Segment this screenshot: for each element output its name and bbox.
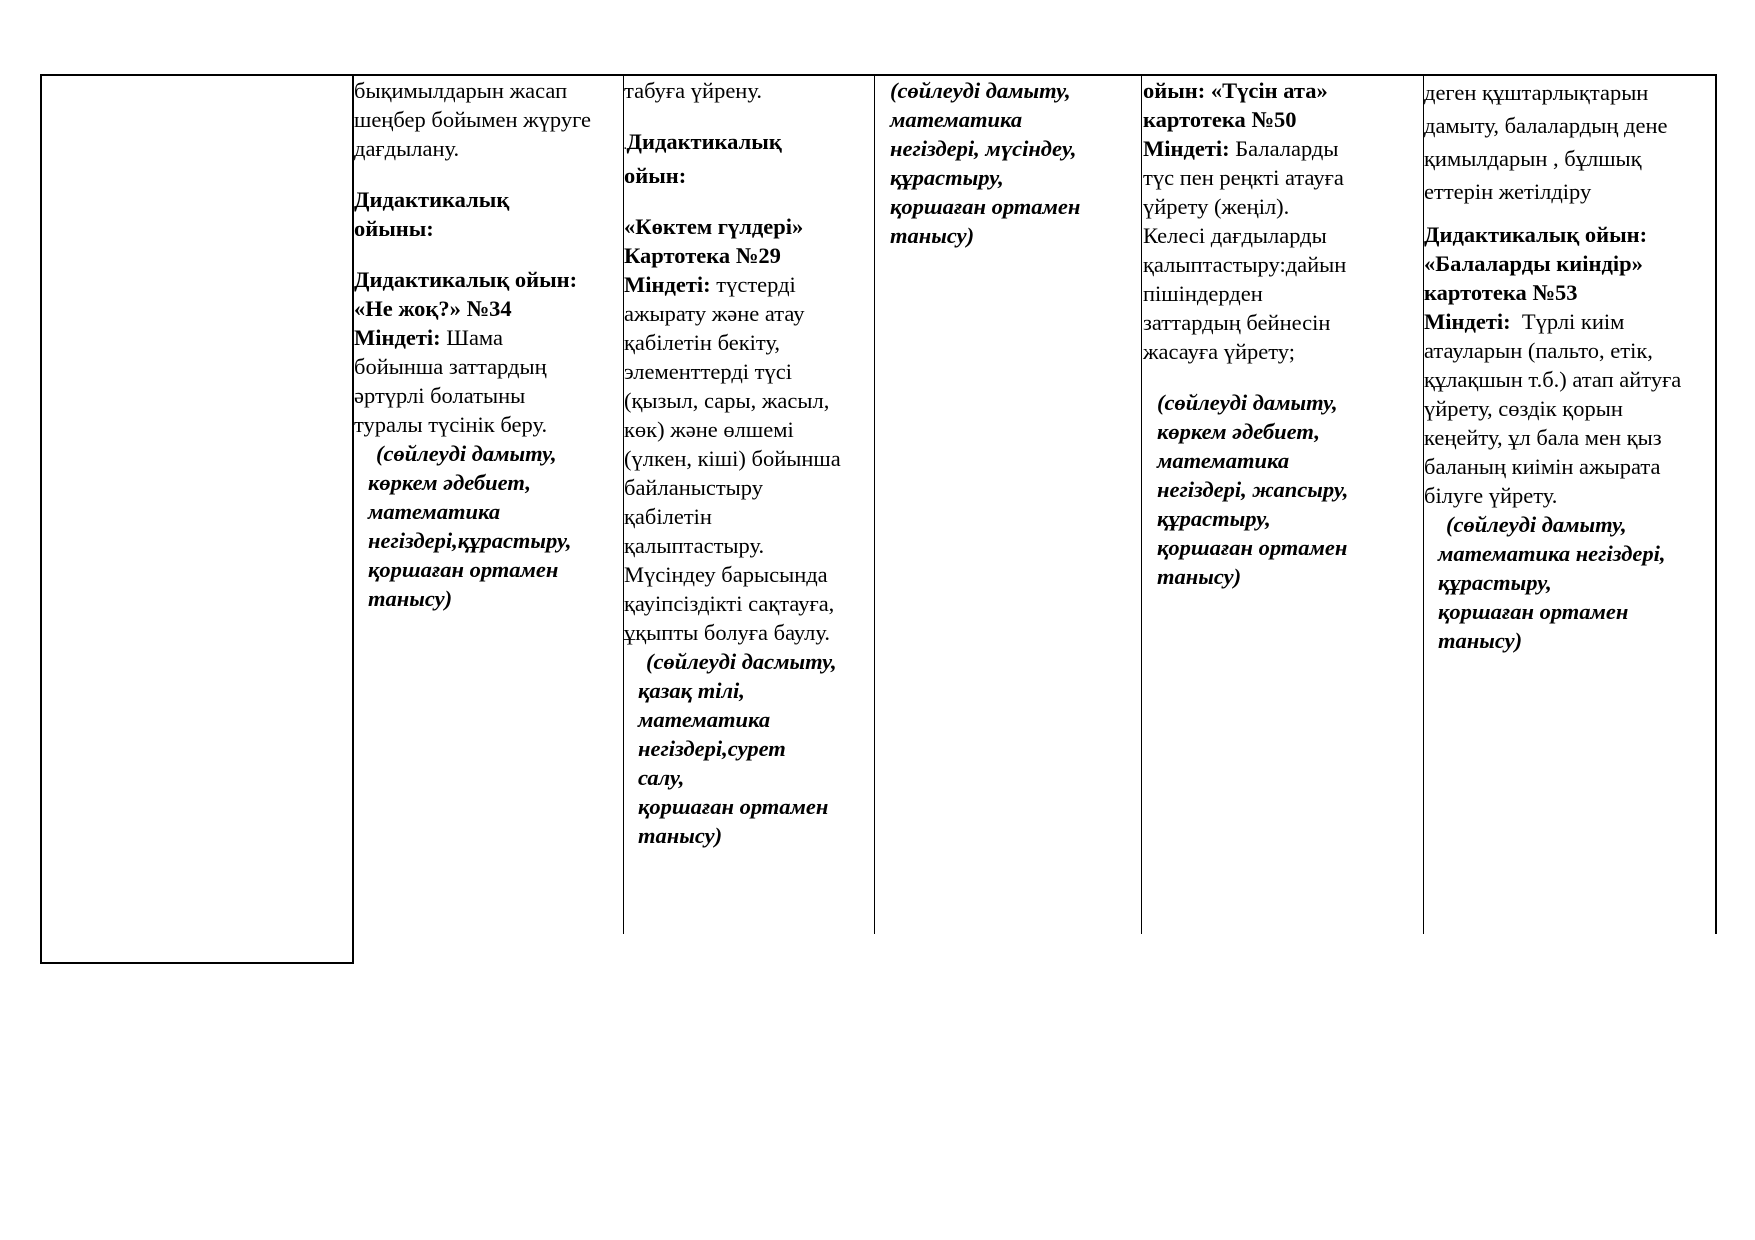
task-text: Балаларды: [1229, 136, 1339, 161]
integration-line: қоршаған ортамен: [1157, 535, 1348, 560]
column-divider-3: [874, 74, 875, 934]
text-line: элементтерді түсі: [624, 359, 792, 384]
integration-line: құрастыру,: [890, 165, 1004, 190]
integration-line: құрастыру,: [1438, 570, 1552, 595]
integration-line: негіздері, жапсыру,: [1157, 477, 1349, 502]
text-line: білуге үйрету.: [1424, 483, 1558, 508]
game-title: «Көктем гүлдері»: [624, 214, 804, 239]
section-heading: Дидактикалық ойын:: [1424, 222, 1648, 247]
text-line: қабілетін бекіту,: [624, 330, 781, 355]
text-line: үйрету, сөздік қорын: [1424, 396, 1623, 421]
task-line: [624, 270, 874, 299]
table-cell-col3: [890, 76, 1140, 250]
integration-line: танысу): [368, 586, 453, 611]
text-line: үйрету (жеңіл).: [1143, 194, 1290, 219]
text-line: Мүсіндеу барысында: [624, 562, 828, 587]
text-line: қимылдарын , бұлшық: [1424, 146, 1642, 171]
text-line: кеңейту, ұл бала мен қыз: [1424, 425, 1662, 450]
text-line: байланыстыру: [624, 475, 763, 500]
text-line: пішіндерден: [1143, 281, 1263, 306]
integration-line: көркем әдебиет,: [368, 470, 532, 495]
integration-line: негіздері,құрастыру,: [368, 528, 572, 553]
text-line: ажырату және атау: [624, 301, 805, 326]
task-text: Түрлі киім: [1510, 309, 1625, 334]
integration-line: танысу): [890, 223, 975, 248]
text-line: түс пен реңкті атауға: [1143, 165, 1344, 190]
table-right-border: [1715, 74, 1717, 934]
task-label: Міндеті:: [1143, 136, 1230, 161]
integration-line: қоршаған ортамен: [368, 557, 559, 582]
integration-line: (сөйлеуді дамыту,: [1446, 512, 1627, 537]
text-line: ұқыпты болуға баулу.: [624, 620, 831, 645]
text-line: баланың киімін ажырата: [1424, 454, 1661, 479]
integration-line: математика: [1157, 448, 1290, 473]
integration-line: көркем әдебиет,: [1157, 419, 1321, 444]
table-cell-col2: [624, 76, 874, 850]
section-heading: ойыны:: [354, 216, 434, 241]
text-line: қалыптастыру:дайын: [1143, 252, 1347, 277]
section-heading: ойын:: [624, 163, 687, 188]
table-cell-col5: [1424, 76, 1714, 655]
integration-line: математика: [638, 707, 771, 732]
integration-line: (сөйлеуді дамыту,: [890, 78, 1071, 103]
game-title: Дидактикалық ойын:: [354, 267, 578, 292]
game-title: ойын: «Түсін ата»: [1143, 78, 1328, 103]
text-line: қабілетін: [624, 504, 712, 529]
integration-line: қазақ тілі,: [638, 678, 745, 703]
integration-line: қоршаған ортамен: [890, 194, 1081, 219]
task-text: Шама: [440, 325, 504, 350]
integration-line: танысу): [1157, 564, 1242, 589]
integration-line: математика: [890, 107, 1023, 132]
text-line: әртүрлі болатыны: [354, 383, 526, 408]
integration-line: танысу): [1438, 628, 1523, 653]
text-line: заттардың бейнесін: [1143, 310, 1331, 335]
integration-line: (сөйлеуді дамыту,: [1157, 390, 1338, 415]
integration-line: қоршаған ортамен: [638, 794, 829, 819]
bullet-dot: .: [624, 141, 627, 152]
game-title: картотека №50: [1143, 107, 1297, 132]
text-line: дамыту, балалардың дене: [1424, 113, 1668, 138]
text-line: атауларын (пальто, етік,: [1424, 338, 1653, 363]
table-left-border: [40, 74, 42, 964]
game-title: «Балаларды киіндір»: [1424, 251, 1643, 276]
task-label: Міндеті:: [354, 325, 441, 350]
task-line: [1424, 307, 1714, 336]
text-line: көк) және өлшемі: [624, 417, 794, 442]
task-label: Міндеті:: [1424, 309, 1511, 334]
section-heading: .Дидактикалық: [624, 129, 782, 154]
text-line: еттерін жетілдіру: [1424, 179, 1592, 204]
task-line: [354, 323, 624, 352]
text-line: дағдылану.: [354, 136, 460, 161]
integration-line: танысу): [638, 823, 723, 848]
section-heading: Дидактикалық: [354, 187, 510, 212]
integration-line: (сөйлеуді дасмыту,: [646, 649, 837, 674]
text-line: (үлкен, кіші) бойынша: [624, 446, 841, 471]
text-line: шеңбер бойымен жүруге: [354, 107, 592, 132]
integration-line: математика негіздері,: [1438, 541, 1666, 566]
text-line: құлақшын т.б.) атап айтуға: [1424, 367, 1682, 392]
text-line: (қызыл, сары, жасыл,: [624, 388, 830, 413]
table-bottom-border-first-column: [40, 962, 354, 964]
integration-line: қоршаған ортамен: [1438, 599, 1629, 624]
task-text: түстерді: [710, 272, 796, 297]
table-cell-col4: [1143, 76, 1421, 591]
table-cell-col1: [354, 76, 624, 613]
text-line: қалыптастыру.: [624, 533, 765, 558]
integration-line: негіздері, мүсіндеу,: [890, 136, 1077, 161]
task-label: Міндеті:: [624, 272, 711, 297]
text-line: бойынша заттардың: [354, 354, 547, 379]
integration-line: (сөйлеуді дамыту,: [376, 441, 557, 466]
text-line: қауіпсіздікті сақтауға,: [624, 591, 835, 616]
column-divider-4: [1141, 74, 1142, 934]
text-line: туралы түсінік беру.: [354, 412, 548, 437]
integration-line: салу,: [638, 765, 685, 790]
game-title: «Не жоқ?» №34: [354, 296, 512, 321]
text-line: Келесі дағдыларды: [1143, 223, 1327, 248]
integration-line: құрастыру,: [1157, 506, 1271, 531]
game-title: Картотека №29: [624, 243, 781, 268]
integration-line: математика: [368, 499, 501, 524]
game-title: картотека №53: [1424, 280, 1578, 305]
task-line: [1143, 134, 1421, 163]
text-line: табуға үйрену.: [624, 78, 762, 103]
text-line: бықимылдарын жасап: [354, 78, 568, 103]
text-line: жасауға үйрету;: [1143, 339, 1295, 364]
text-line: деген құштарлықтарын: [1424, 80, 1649, 105]
integration-line: негіздері,сурет: [638, 736, 786, 761]
